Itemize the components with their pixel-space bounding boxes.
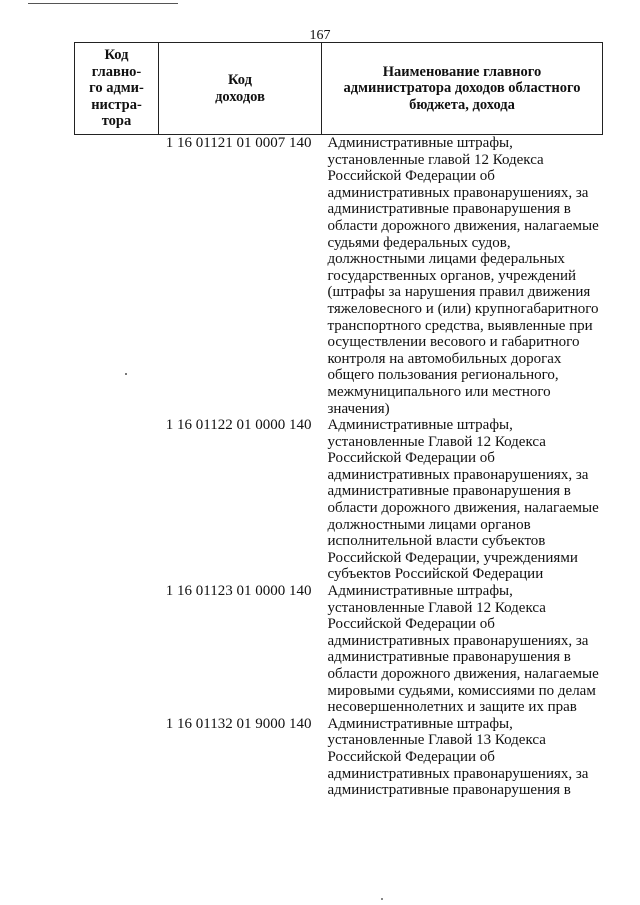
header-name-line: бюджета, дохода bbox=[409, 96, 515, 113]
revenue-name-line: Административные штрафы, bbox=[327, 135, 513, 151]
revenue-name-line: должностными лицами федеральных bbox=[327, 251, 565, 268]
header-name-line: администратора доходов областного bbox=[343, 80, 581, 97]
revenue-codes-table bbox=[74, 42, 603, 799]
revenue-name-line: административных правонарушениях, за bbox=[327, 184, 589, 201]
revenue-name-cell bbox=[322, 583, 603, 716]
revenue-name-line: административных правонарушениях, за bbox=[327, 632, 589, 649]
income-code-cell: 1 16 01132 01 9000 140 bbox=[165, 715, 312, 732]
header-admin-code-line: нистра- bbox=[91, 96, 142, 113]
revenue-name-line: установленные Главой 13 Кодекса bbox=[327, 732, 546, 749]
revenue-name-line: административных правонарушениях, за bbox=[327, 466, 589, 483]
revenue-name-line: административные правонарушения в bbox=[327, 201, 571, 218]
revenue-name-line: Административные штрафы, bbox=[327, 417, 513, 434]
revenue-name-line: административные правонарушения в bbox=[327, 782, 571, 799]
revenue-name-line: административных правонарушениях, за bbox=[327, 765, 589, 782]
revenue-name-line: административные правонарушения в bbox=[327, 649, 571, 666]
revenue-name-line: Административные штрафы, bbox=[327, 715, 513, 732]
header-admin-code-line: го адми- bbox=[89, 80, 144, 97]
table-row bbox=[75, 583, 603, 716]
scan-speck bbox=[125, 373, 127, 375]
header-income-code bbox=[159, 43, 322, 135]
admin-code-cell bbox=[75, 583, 159, 716]
revenue-name-line: Российской Федерации об bbox=[327, 748, 495, 765]
header-name-line: Наименование главного bbox=[382, 63, 542, 80]
admin-code-cell bbox=[75, 716, 159, 799]
revenue-name-line: установленные Главой 12 Кодекса bbox=[327, 599, 546, 616]
income-code-cell: 1 16 01121 01 0007 140 bbox=[165, 135, 312, 151]
revenue-name-line: исполнительной власти субъектов bbox=[327, 533, 546, 550]
admin-code-cell bbox=[75, 135, 159, 418]
revenue-name-line: Российской Федерации об bbox=[327, 168, 495, 185]
revenue-name-line: административные правонарушения в bbox=[327, 483, 571, 500]
revenue-name-line: контроля на автомобильных дорогах bbox=[327, 350, 562, 367]
header-admin-code-line: главно- bbox=[91, 63, 142, 80]
revenue-name-line: Российской Федерации об bbox=[327, 450, 495, 467]
revenue-name-line: субъектов Российской Федерации bbox=[327, 566, 544, 583]
header-name bbox=[322, 43, 603, 135]
header-admin-code-line: тора bbox=[101, 113, 132, 130]
revenue-name-line: должностными лицами органов bbox=[327, 516, 531, 533]
scan-speck bbox=[381, 898, 383, 900]
revenue-name-cell bbox=[322, 417, 603, 583]
header-income-code-line: Код bbox=[228, 72, 252, 88]
revenue-name-line: осуществлении весового и габаритного bbox=[327, 334, 580, 351]
revenue-name-line: судьями федеральных судов, bbox=[327, 234, 511, 251]
income-code-cell: 1 16 01122 01 0000 140 bbox=[165, 417, 312, 434]
revenue-name-line: Российской Федерации об bbox=[327, 616, 495, 633]
revenue-name-line: несовершеннолетних и защите их прав bbox=[327, 699, 577, 716]
revenue-name-line: мировыми судьями, комиссиями по делам bbox=[327, 682, 596, 699]
header-admin-code-line: Код bbox=[104, 47, 129, 64]
page-number: 167 bbox=[309, 28, 331, 43]
income-code-cell: 1 16 01123 01 0000 140 bbox=[165, 583, 312, 600]
revenue-name-line: государственных органов, учреждений bbox=[327, 267, 577, 284]
revenue-name-line: тяжеловесного и (или) крупногабаритного bbox=[327, 300, 599, 317]
revenue-name-line: межмуниципального или местного bbox=[327, 383, 551, 400]
revenue-name-line: (штрафы за нарушения правил движения bbox=[327, 284, 591, 301]
revenue-name-line: общего пользования регионального, bbox=[327, 367, 559, 384]
table-header-row bbox=[75, 43, 603, 135]
revenue-name-line: Административные штрафы, bbox=[327, 583, 513, 600]
top-edge-rule bbox=[28, 3, 178, 4]
revenue-name-line: установленные главой 12 Кодекса bbox=[327, 151, 544, 168]
revenue-name-cell bbox=[322, 716, 603, 799]
revenue-name-line: значения) bbox=[327, 400, 390, 417]
table-row bbox=[75, 716, 603, 799]
revenue-name-line: установленные Главой 12 Кодекса bbox=[327, 433, 546, 450]
table-row bbox=[75, 135, 603, 418]
header-income-code-line: доходов bbox=[215, 88, 265, 105]
revenue-name-line: области дорожного движения, налагаемые bbox=[327, 666, 599, 682]
revenue-name-line: области дорожного движения, налагаемые bbox=[327, 500, 599, 517]
revenue-name-line: Российской Федерации, учреждениями bbox=[327, 549, 578, 566]
admin-code-cell bbox=[75, 417, 159, 583]
table-body bbox=[75, 135, 603, 799]
revenue-name-line: транспортного средства, выявленные при bbox=[327, 317, 593, 334]
table-row bbox=[75, 417, 603, 583]
revenue-name-cell bbox=[322, 135, 603, 418]
header-admin-code bbox=[75, 43, 159, 135]
revenue-name-line: области дорожного движения, налагаемые bbox=[327, 217, 599, 234]
